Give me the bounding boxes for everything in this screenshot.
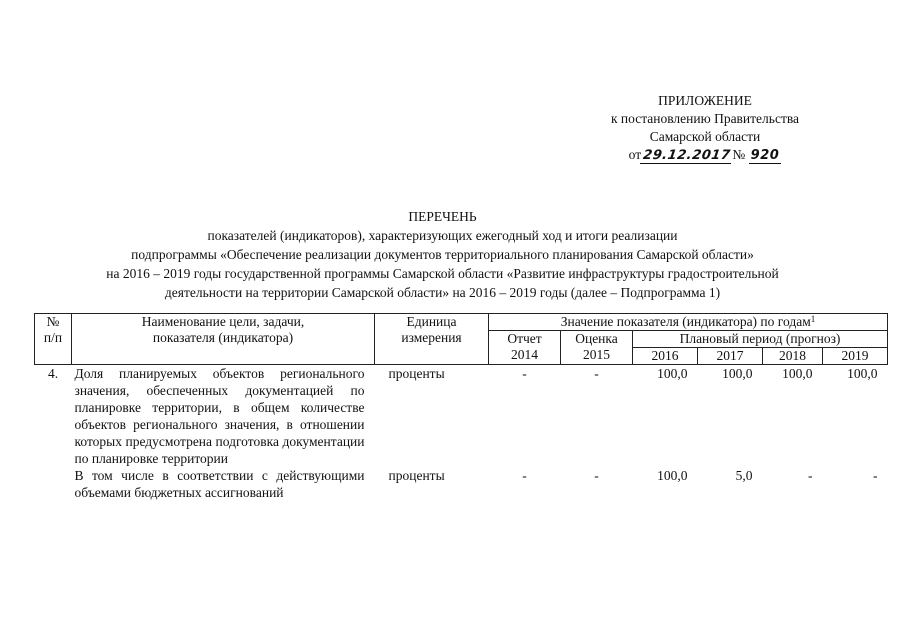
- heading-line-2: подпрограммы «Обеспечение реализации документов территориального планирования Самарской области»: [131, 247, 754, 262]
- date-prefix: от: [628, 147, 642, 162]
- document-heading: [30, 207, 855, 302]
- appendix-line-region: Самарской области: [649, 129, 761, 144]
- header-unit: Единица измерения: [375, 314, 489, 365]
- handwritten-number: 920: [750, 148, 780, 163]
- header-values-group: Значение показателя (индикатора) по годам$^1$: [489, 314, 888, 331]
- header-number: № п/п: [35, 314, 72, 365]
- indicators-table: [34, 313, 888, 501]
- heading-title: ПЕРЕЧЕНЬ: [408, 209, 477, 224]
- row-number: [35, 467, 72, 501]
- handwritten-date: 29.12.2017: [640, 149, 733, 164]
- header-2017: 2017: [698, 348, 763, 365]
- header-report: Отчет 2014: [489, 331, 561, 365]
- appendix-line-resolution: к постановлению Правительства: [610, 111, 800, 126]
- header-estimate: Оценка 2015: [561, 331, 633, 365]
- table-row: [35, 365, 888, 468]
- appendix-block: [560, 92, 850, 164]
- header-plan-group: Плановый период (прогноз): [633, 331, 888, 348]
- header-2016: 2016: [633, 348, 698, 365]
- row-estimate: -: [594, 468, 599, 483]
- heading-line-4: деятельности на территории Самарской области» на 2016 – 2019 годы (далее – Подпрограмма 1): [164, 285, 721, 300]
- row-2017: 100,0: [722, 366, 753, 381]
- table-row: [35, 467, 888, 501]
- row-2018: 100,0: [782, 366, 813, 381]
- row-2017: 5,0: [735, 468, 753, 483]
- appendix-date-line: [560, 146, 850, 164]
- row-2018: -: [808, 468, 813, 483]
- row-2016: 100,0: [657, 468, 688, 483]
- row-unit: проценты: [388, 468, 445, 483]
- row-estimate: -: [594, 366, 599, 381]
- number-prefix: №: [732, 147, 746, 162]
- row-2019: 100,0: [847, 366, 878, 381]
- row-name: Доля планируемых объектов регионального значения, обеспеченных документацией по планировке территории, в общем количестве объектов регионального значения, в отношении которых предусмотрена подготовка документации по планировке территории: [74, 366, 365, 466]
- header-name: Наименование цели, задачи, показателя (индикатора): [72, 314, 375, 365]
- row-2016: 100,0: [657, 366, 688, 381]
- row-name: В том числе в соответствии с действующими объемами бюджетных ассигнований: [74, 468, 365, 500]
- footnote-marker: 1: [810, 314, 816, 324]
- row-report: -: [522, 366, 527, 381]
- row-number: 4.: [47, 366, 59, 381]
- row-2019: -: [873, 468, 878, 483]
- header-2018: 2018: [763, 348, 823, 365]
- heading-line-1: показателей (индикаторов), характеризующих ежегодный ход и итоги реализации: [207, 228, 678, 243]
- row-unit: проценты: [388, 366, 445, 381]
- header-2019: 2019: [823, 348, 888, 365]
- row-report: -: [522, 468, 527, 483]
- heading-line-3: на 2016 – 2019 годы государственной программы Самарской области «Развитие инфраструктуры градостроительной: [106, 266, 779, 281]
- appendix-title: ПРИЛОЖЕНИЕ: [658, 93, 752, 108]
